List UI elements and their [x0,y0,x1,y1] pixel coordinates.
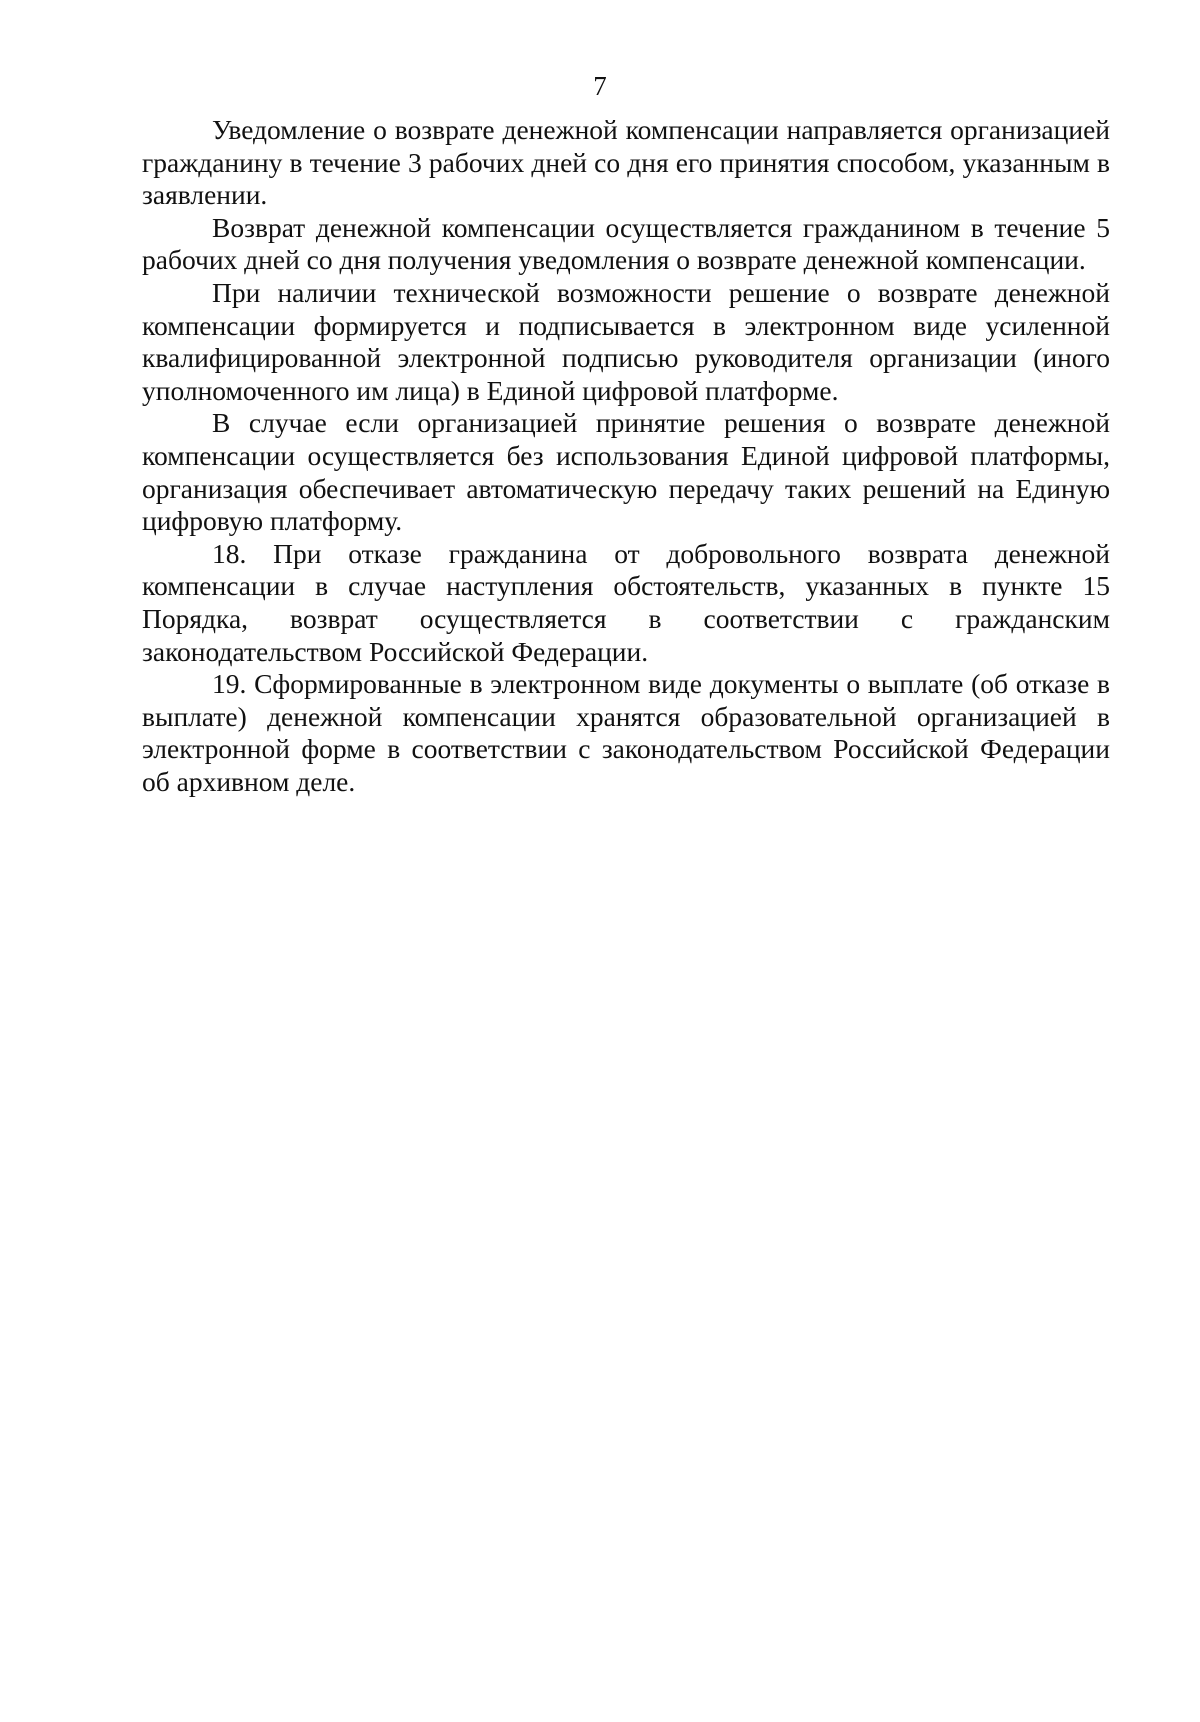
paragraph-electronic-signature: При наличии технической возможности решение о возврате денежной компенсации формируется и подписывается в электронном виде усиленной квалифицированной электронной подписью руководителя организации (иного уполномоченного им лица) в Единой цифровой платформе. [142,276,1110,406]
paragraph-platform-transfer: В случае если организацией принятие решения о возврате денежной компенсации осуществляется без использования Единой цифровой платформы, организация обеспечивает автоматическую передачу таких решений на Единую цифровую платформу. [142,407,1110,537]
paragraph-item-18: 18. При отказе гражданина от добровольного возврата денежной компенсации в случае наступления обстоятельств, указанных в пункте 15 Порядка, возврат осуществляется в соответствии с гражданским законодательством Российской Федерации. [142,537,1110,667]
page-number: 7 [593,71,607,101]
paragraph-item-19: 19. Сформированные в электронном виде документы о выплате (об отказе в выплате) денежной компенсации хранятся образовательной организацией в электронной форме в соответствии с законодательством Российской Федерации об архивном деле. [142,668,1110,797]
document-body [142,114,1110,798]
paragraph-notice-return: Уведомление о возврате денежной компенсации направляется организацией гражданину в течение 3 рабочих дней со дня его принятия способом, указанным в заявлении. [142,114,1110,211]
paragraph-return-term: Возврат денежной компенсации осуществляется гражданином в течение 5 рабочих дней со дня получения уведомления о возврате денежной компенсации. [142,211,1110,276]
